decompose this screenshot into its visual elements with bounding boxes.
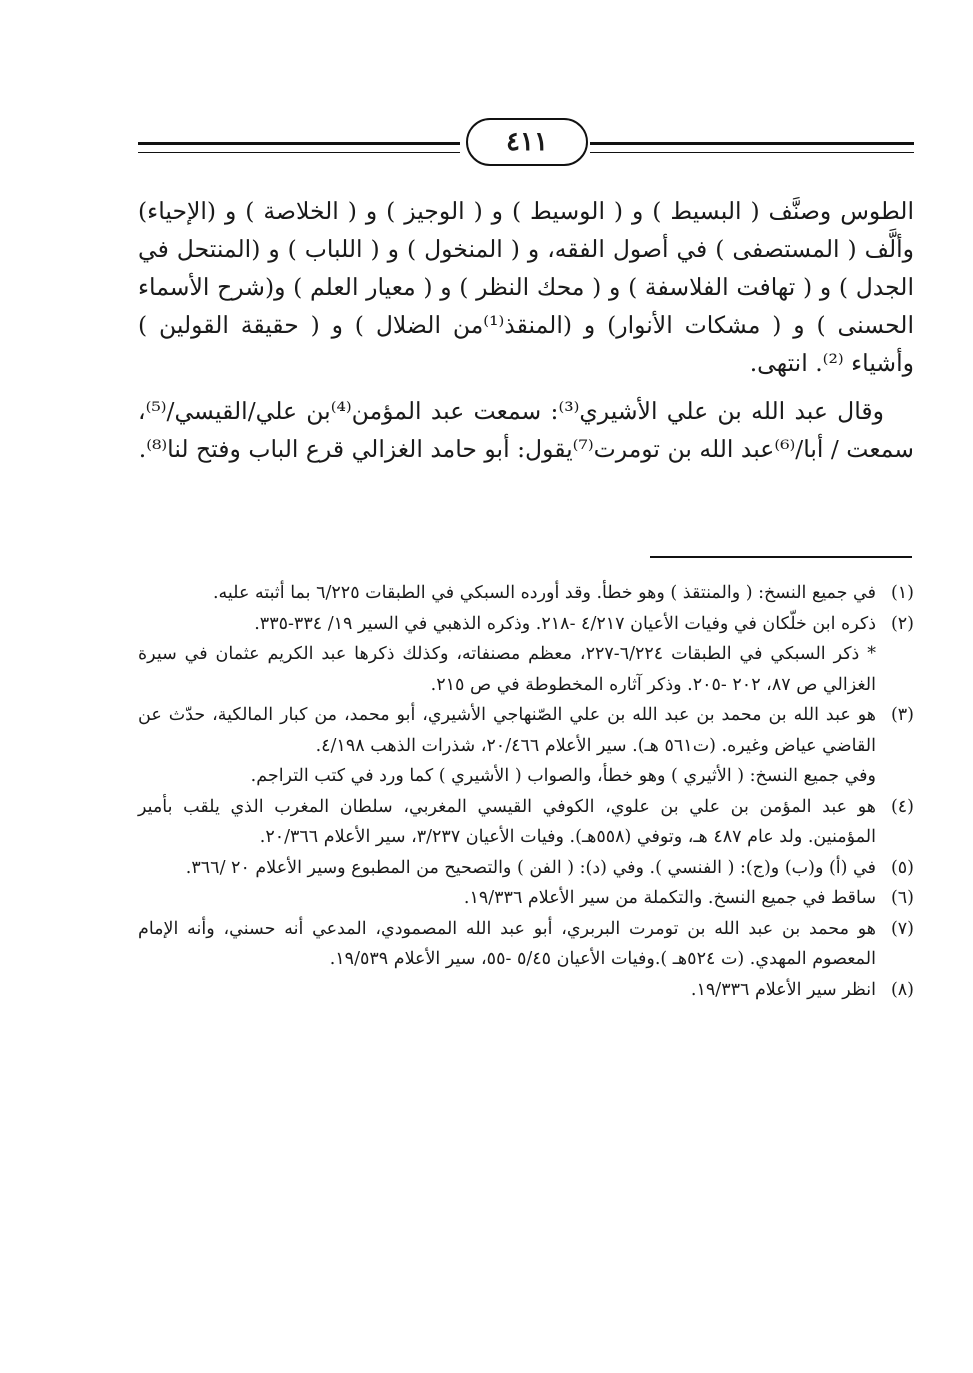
footnote-2-addendum	[138, 639, 914, 700]
footnote-4	[138, 792, 914, 853]
footnote-text: وفي جميع النسخ: ( الأثيري ) وهو خطأ، والصواب ( الأشيري ) كما ورد في كتب التراجم.	[250, 766, 876, 786]
footnote-8	[138, 975, 914, 1006]
page-number: ٤١١	[466, 118, 588, 166]
header-rule-left-thin	[138, 152, 460, 153]
footnote-number: (٤)	[890, 796, 914, 817]
footnote-text: هو عبد المؤمن بن علي بن علوي، الكوفي القيسي المغربي، سلطان المغرب الذي يلقب بأمير المؤمنين. ولد عام ٤٨٧ هـ، وتوفي (٥٥٨هـ). وفيات الأعيان ٣/٢٣٧، سير الأعلام ٢٠/٣٦٦.	[138, 796, 876, 847]
footnote-number: (٨)	[890, 979, 914, 1000]
footnote-text: في جميع النسخ: ( والمنتقذ ) وهو خطأ. وقد أورده السبكي في الطبقات ٦/٢٢٥ بما أثبته عليه.	[212, 583, 876, 603]
footnote-2	[138, 609, 914, 640]
header-rule-right-thin	[590, 152, 914, 153]
footnote-text: ساقط في جميع النسخ. والتكملة من سير الأعلام ١٩/٣٣٦.	[463, 888, 876, 908]
footnote-text: هو عبد الله بن محمد بن عبد الله بن علي الصّنهاجي الأشيري، أبو محمد، من كبار المالكية، حدّث عن القاضي عياض وغيره. (ت٥٦١ هـ). سير الأعلام ٢٠/٤٦٦، شذرات الذهب ٤/١٩٨.	[138, 705, 876, 756]
main-text	[138, 192, 914, 478]
paragraph-1: الطوس وصنَّف ( البسيط ) و ( الوسيط ) و ( الوجيز ) و ( الخلاصة ) و (الإحياء) وألَّف ( المستصفى ) في أصول الفقه، و ( المنخول ) و ( اللباب ) و (المنتحل في الجدل ) و ( تهافت الفلاسفة ) و ( محك النظر ) و ( معيار العلم ) و(شرح الأسماء الحسنى ) و ( مشكات الأنوار) و (المنقذ⁽¹⁾من الضلال ) و ( حقيقة القولين ) وأشياء ⁽²⁾. انتهى.	[138, 197, 914, 377]
paragraph-2: وقال عبد الله بن علي الأشيري⁽³⁾: سمعت عبد المؤمن⁽⁴⁾بن علي/القيسي/⁽⁵⁾، سمعت / أبا/⁽⁶⁾عبد الله بن تومرت⁽⁷⁾يقول: أبو حامد الغزالي قرع الباب وفتح لنا⁽⁸⁾.	[138, 397, 914, 463]
footnote-separator	[650, 556, 912, 558]
footnotes	[138, 578, 914, 1005]
footnote-text: ذكره ابن خلّكان في وفيات الأعيان ٤/٢١٧ -٢١٨. وذكره الذهبي في السير ١٩/ ٣٣٤-٣٣٥.	[254, 613, 876, 634]
header-rule-left	[138, 142, 460, 145]
footnote-5	[138, 853, 914, 884]
header-rule-right	[590, 142, 914, 145]
footnote-number: (٣)	[890, 705, 914, 725]
footnote-number: (٦)	[890, 888, 914, 908]
footnote-number: (١)	[890, 583, 914, 603]
footnote-1	[138, 578, 914, 609]
footnote-6	[138, 883, 914, 914]
footnote-3-addendum	[138, 761, 914, 792]
footnote-3	[138, 700, 914, 761]
footnote-text: هو محمد بن عبد الله بن تومرت البربري، أبو عبد الله المصمودي، المدعي أنه حسني، وأنه الإمام المعصوم المهدي. (ت ٥٢٤هـ ).وفيات الأعيان ٥/٤٥ -٥٥، سير الأعلام ١٩/٥٣٩.	[138, 918, 876, 969]
footnote-7	[138, 914, 914, 975]
page-header	[138, 118, 914, 174]
footnote-number: (٥)	[890, 857, 914, 878]
footnote-text: انظر سير الأعلام ١٩/٣٣٦.	[690, 979, 876, 1000]
footnote-text: * ذكر السبكي في الطبقات ٦/٢٢٤-٢٢٧، معظم مصنفاته، وكذلك ذكرها عبد الكريم عثمان في سيرة الغزالي ص ٨٧، ٢٠٢ -٢٠٥. وذكر آثاره المخطوطة في ص ٢١٥.	[138, 644, 876, 695]
footnote-number: (٧)	[890, 918, 914, 939]
footnote-text: في (أ) و(ب) و(ج): ( الفنسي ). وفي (د): ( الفن ) والتصحيح من المطبوع وسير الأعلام ٢٠ /٣٦٦.	[185, 857, 876, 878]
footnote-number: (٢)	[890, 613, 914, 634]
